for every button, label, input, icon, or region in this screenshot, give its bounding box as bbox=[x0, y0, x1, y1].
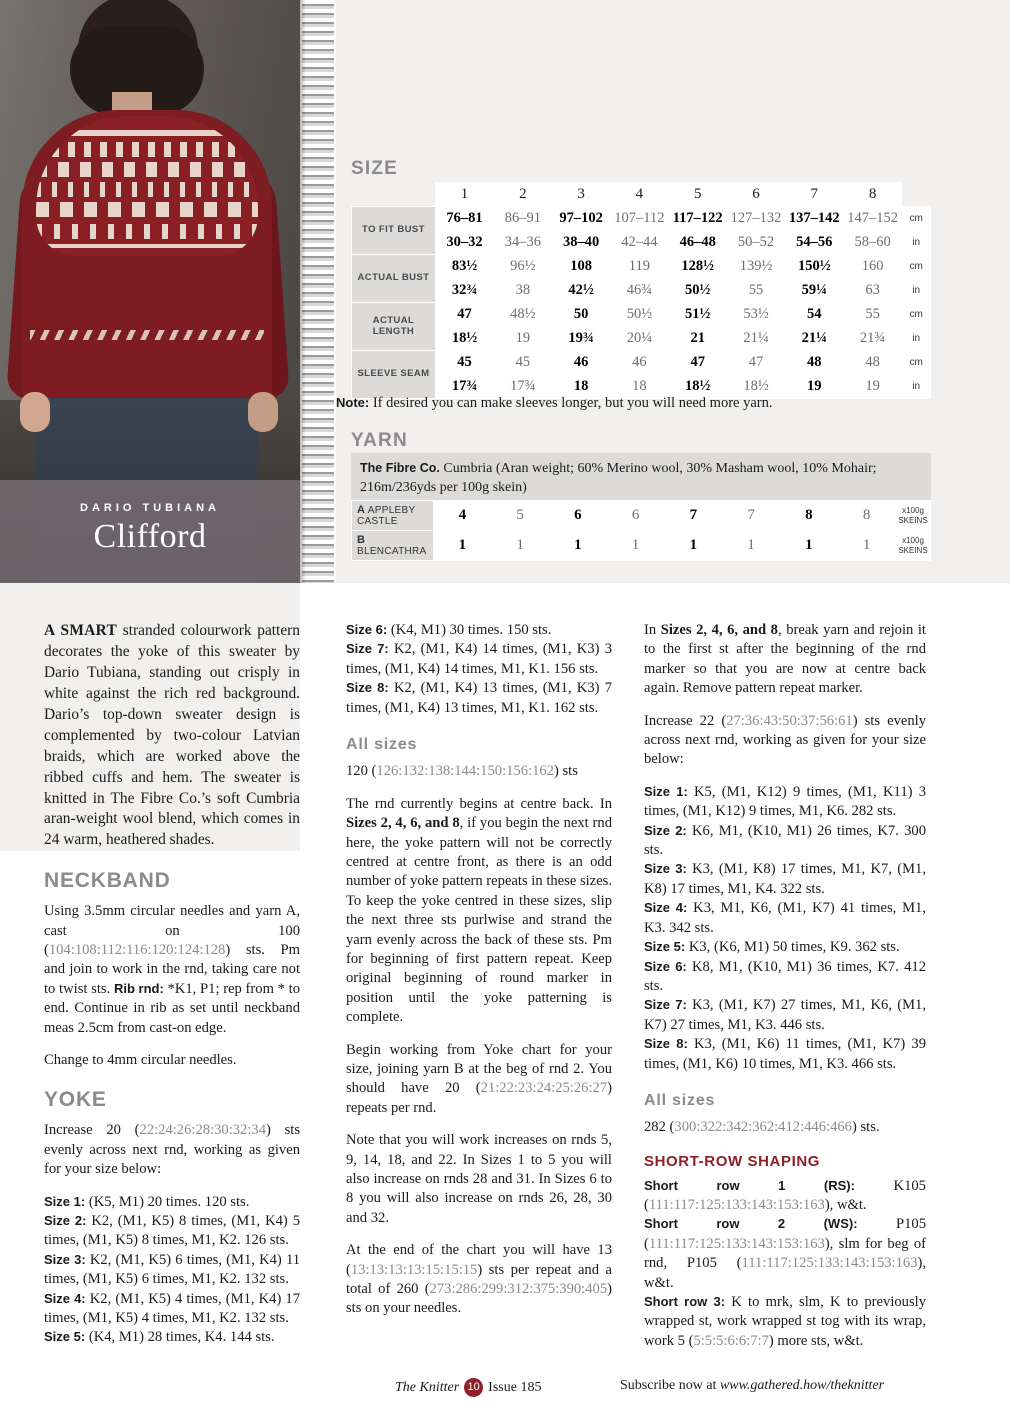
short-row-1-alt: 111:117:125:133:143:153:163 bbox=[648, 1196, 825, 1213]
pattern-title: Clifford bbox=[93, 518, 207, 555]
all-sizes-heading-col3: All sizes bbox=[644, 1091, 716, 1109]
row-label-sleeve-seam: SLEEVE SEAM bbox=[352, 351, 436, 399]
neckband-text-b: ) sts. Pm and join to work in the rnd, taking care not to twist sts. bbox=[44, 942, 300, 997]
per-repeat-alt: 13:13:13:13:15:15:15 bbox=[350, 1261, 478, 1278]
size-instruction: K2, (M1, K5) 6 times, (M1, K4) 11 times, (M1, K5) 6 times, M1, K2. 132 sts. bbox=[44, 1251, 300, 1288]
chart-end-counts: At the end of the chart you will have 13 (13:13:13:13:15:15:15) sts per repeat and a total of 260 (273:286:299:312:375:390:405) sts on your needles. bbox=[346, 1242, 612, 1317]
all-sizes-heading-col2: All sizes bbox=[346, 736, 418, 754]
column-2 bbox=[346, 621, 612, 1332]
yarn-brand: The Fibre Co. bbox=[360, 461, 440, 475]
short-row-2-alt-2: 111:117:125:133:143:153:163 bbox=[741, 1255, 918, 1272]
size-col-1: 1 bbox=[435, 183, 493, 207]
yarn-unit-b: x100g SKEINS bbox=[896, 531, 931, 561]
all-sizes-alt: 126:132:138:144:150:156:162 bbox=[376, 763, 554, 780]
size-label: Size 8: bbox=[644, 1036, 688, 1052]
spiral-binding-decoration bbox=[300, 0, 336, 583]
size-label: Size 7: bbox=[644, 997, 687, 1013]
size-note bbox=[336, 395, 996, 412]
repeats-alt: 21:22:23:24:25:26:27 bbox=[480, 1080, 608, 1097]
yoke-text-a: Increase 20 ( bbox=[44, 1122, 140, 1139]
neckband-heading: NECKBAND bbox=[44, 869, 171, 893]
footer-left bbox=[395, 1378, 541, 1397]
size-instruction: K6, M1, (K10, M1) 26 times, K7. 300 sts. bbox=[644, 822, 926, 859]
footer-right bbox=[620, 1378, 884, 1394]
size-label: Size 6: bbox=[644, 958, 687, 974]
table-row: A APPLEBY CASTLE 4 5 6 6 7 7 8 8 x100g SKEINS bbox=[352, 501, 931, 531]
increase-22-paragraph: Increase 22 (27:36:43:50:37:56:61) sts evenly across next rnd, working as given for your size below: bbox=[644, 712, 926, 768]
table-row: B BLENCATHRA 1 1 1 1 1 1 1 1 x100g SKEINS bbox=[352, 531, 931, 561]
table-row: ACTUAL BUST 83½ 96½ 108 119 128½ 139½ 150½ 160 cm bbox=[352, 255, 931, 279]
sizes-emphasis: Sizes 2, 4, 6, and 8 bbox=[660, 622, 778, 638]
sizes-emphasis: Sizes 2, 4, 6, and 8 bbox=[346, 815, 460, 832]
size-col-6: 6 bbox=[727, 183, 785, 207]
table-row: 30–32 34–36 38–40 42–44 46–48 50–52 54–56 58–60 in bbox=[352, 231, 931, 255]
note-text: If desired you can make sleeves longer, but you will need more yarn. bbox=[369, 395, 773, 411]
size-label: Size 1: bbox=[644, 783, 688, 799]
cover-photo bbox=[0, 0, 300, 583]
neckband-paragraph bbox=[44, 902, 300, 1038]
pattern-title-bar bbox=[0, 480, 300, 583]
table-row: SLEEVE SEAM 45 45 46 46 47 47 48 48 cm bbox=[352, 351, 931, 375]
neckband-alt-sizes: 104:108:112:116:120:124:128 bbox=[48, 942, 226, 959]
increase-rounds-note: Note that you will work increases on rnds 5, 9, 14, 18, and 22. In Sizes 1 to 5 you will also increase on rnds 28 and 31. In Sizes 6 to 8 you will also increase on rnds 26, 28, 30 and 32. bbox=[346, 1132, 612, 1226]
size-col-3: 3 bbox=[552, 183, 610, 207]
latvian-braid-detail bbox=[30, 330, 264, 340]
intro-text: stranded colourwork pattern decorates the yoke of this sweater by Dario Tubiana, standing out crisply in white against the rich red background. Dario’s top-down sweater design is complemented by two-colour Latvian braids, which are worked above the ribbed cuffs and hem. The sweater is knitted in The Fibre Co.’s soft Cumbria aran-weight wool blend, which comes in 24 warm, heathered shades. bbox=[44, 622, 300, 849]
short-row-3-label: Short row 3: bbox=[644, 1293, 726, 1309]
size-label: Size 3: bbox=[44, 1251, 86, 1267]
body-size-instructions bbox=[644, 783, 926, 1074]
yoke-heading: YOKE bbox=[44, 1088, 107, 1112]
yoke-increase-paragraph bbox=[44, 1121, 300, 1179]
size-label: Size 3: bbox=[644, 861, 687, 877]
page-footer bbox=[0, 1378, 1010, 1418]
yarn-row-label-b bbox=[352, 531, 434, 561]
yarn-shade-a: APPLEBY CASTLE bbox=[357, 505, 416, 527]
size-table bbox=[351, 182, 931, 399]
size-label: Size 1: bbox=[44, 1193, 86, 1209]
table-row: TO FIT BUST 76–81 86–91 97–102 107–112 117–122 127–132 137–142 147–152 cm bbox=[352, 207, 931, 231]
size-instruction: K3, (M1, K8) 17 times, M1, K7, (M1, K8) 17 times, M1, K4. 322 sts. bbox=[644, 861, 926, 897]
size-col-5: 5 bbox=[669, 183, 727, 207]
size-label: Size 8: bbox=[346, 680, 389, 696]
table-row: ACTUAL LENGTH 47 48½ 50 50½ 51½ 53½ 54 55 cm bbox=[352, 303, 931, 327]
size-instruction: (K4, M1) 28 times, K4. 144 sts. bbox=[85, 1329, 275, 1346]
size-label: Size 7: bbox=[346, 641, 389, 657]
size-label: Size 4: bbox=[44, 1290, 86, 1306]
size-label: Size 2: bbox=[44, 1213, 87, 1229]
model-hand-right bbox=[248, 392, 278, 432]
size-instruction: K2, (M1, K4) 13 times, (M1, K3) 7 times, (M1, K4) 13 times, M1, K1. 162 sts. bbox=[346, 680, 612, 716]
yarn-shade-b: BLENCATHRA bbox=[357, 546, 427, 557]
all-sizes-count-col2: 120 (126:132:138:144:150:156:162) sts bbox=[346, 763, 578, 780]
size-label: Size 5: bbox=[644, 939, 686, 955]
size-instruction: K3, (M1, K6) 11 times, (M1, K7) 39 times, (M1, K6) 10 times, M1, K3. 466 sts. bbox=[644, 1036, 926, 1072]
size-instruction: K3, (M1, K7) 27 times, M1, K6, (M1, K7) 27 times, M1, K3. 446 sts. bbox=[644, 997, 926, 1033]
column-1 bbox=[44, 621, 300, 1361]
yarn-table bbox=[351, 500, 931, 561]
size-col-4: 4 bbox=[610, 183, 668, 207]
yarn-description-box bbox=[351, 453, 931, 505]
yarn-description: Cumbria (Aran weight; 60% Merino wool, 30% Masham wool, 10% Mohair; 216m/236yds per 100g skein) bbox=[360, 461, 877, 495]
page-top bbox=[0, 0, 1010, 583]
model-hand-left bbox=[20, 392, 50, 432]
yarn-row-label-a bbox=[352, 501, 434, 531]
size-instruction: K2, (M1, K5) 4 times, (M1, K4) 17 times, (M1, K5) 4 times, M1, K2. 132 sts. bbox=[44, 1290, 300, 1327]
intro-paragraph bbox=[44, 621, 300, 851]
intro-bold-start: A SMART bbox=[44, 622, 118, 639]
yoke-alt-sizes: 22:24:26:28:30:32:34 bbox=[139, 1122, 266, 1139]
size-instruction: K3, (K6, M1) 50 times, K9. 362 sts. bbox=[685, 939, 900, 956]
row-label-actual-length: ACTUAL LENGTH bbox=[352, 303, 436, 351]
yoke-size-instructions bbox=[44, 1193, 300, 1348]
size-instruction: K5, (M1, K12) 9 times, (M1, K11) 3 times, (M1, K12) 9 times, M1, K6. 282 sts. bbox=[644, 783, 926, 820]
sweater-yoke-colourwork bbox=[36, 116, 258, 256]
table-row: 32¾ 38 42½ 46¾ 50½ 55 59¼ 63 in bbox=[352, 279, 931, 303]
row-label-actual-bust: ACTUAL BUST bbox=[352, 255, 436, 303]
size-label: Size 4: bbox=[644, 900, 688, 916]
designer-name: DARIO TUBIANA bbox=[80, 502, 220, 514]
yoke-chart-paragraph: Begin working from Yoke chart for your size, joining yarn B at the beg of rnd 2. You should have 20 (21:22:23:24:25:26:27) repeats per rnd. bbox=[346, 1041, 612, 1116]
size-instruction: (K4, M1) 30 times. 150 sts. bbox=[387, 622, 552, 638]
size-instruction: K2, (M1, K5) 8 times, (M1, K4) 5 times, (M1, K5) 8 times, M1, K2. 126 sts. bbox=[44, 1213, 300, 1249]
note-label: Note: bbox=[336, 395, 370, 410]
row-label-to-fit-bust: TO FIT BUST bbox=[352, 207, 436, 255]
table-row: 18½ 19 19¾ 20¼ 21 21¼ 21¼ 21¾ in bbox=[352, 327, 931, 351]
size-instruction: K8, M1, (K10, M1) 36 times, K7. 412 sts. bbox=[644, 958, 926, 994]
all-sizes-alt: 300:322:342:362:412:446:466 bbox=[674, 1119, 852, 1136]
centre-back-paragraph: The rnd currently begins at centre back. In Sizes 2, 4, 6, and 8, if you begin the next rnd here, the yoke pattern will not be correctly centred at centre front, as there is an odd number of yoke pattern repeats in these sizes. To keep the yoke centred in these sizes, slip the next three sts purlwise and strand the yarn evenly across the back of these sts. Pm for beginning of first pattern repeat. Keep original beginning of round marker in position until the yoke patterning is complete. bbox=[346, 795, 612, 1026]
size-instruction: K2, (M1, K4) 14 times, (M1, K3) 3 times, (M1, K4) 14 times, M1, K1. 156 sts. bbox=[346, 641, 612, 677]
size-heading: SIZE bbox=[351, 158, 399, 179]
change-needles-paragraph: Change to 4mm circular needles. bbox=[44, 1052, 237, 1069]
page-number: 10 bbox=[464, 1378, 483, 1397]
yoke-size-instructions-cont bbox=[346, 621, 612, 718]
magazine-name: The Knitter bbox=[395, 1380, 460, 1395]
size-label: Size 2: bbox=[644, 822, 687, 838]
yarn-letter-a: A bbox=[357, 504, 366, 516]
short-row-2-alt-1: 111:117:125:133:143:153:163 bbox=[648, 1235, 825, 1252]
yarn-letter-b: B bbox=[357, 534, 366, 546]
size-table-header-row bbox=[352, 183, 931, 207]
short-row-2-label: Short row 2 (WS): bbox=[644, 1216, 858, 1232]
pattern-body bbox=[0, 583, 1010, 1363]
short-row-1-label: Short row 1 (RS): bbox=[644, 1177, 855, 1193]
issue-number: Issue 185 bbox=[488, 1380, 542, 1395]
table-row: 17¾ 17¾ 18 18 18½ 18½ 19 19 in bbox=[352, 375, 931, 399]
size-col-7: 7 bbox=[785, 183, 843, 207]
short-row-3-alt: 5:5:5:6:6:7:7 bbox=[693, 1332, 769, 1349]
yarn-unit-a: x100g SKEINS bbox=[896, 501, 931, 531]
neckband-text-a: Using 3.5mm circular needles and yarn A, cast on 100 ( bbox=[44, 903, 300, 959]
size-instruction: (K5, M1) 20 times. 120 sts. bbox=[85, 1193, 250, 1210]
size-instruction: K3, M1, K6, (M1, K7) 41 times, M1, K3. 342 sts. bbox=[644, 900, 927, 936]
column-3 bbox=[644, 621, 926, 1364]
short-row-shaping-heading: SHORT-ROW SHAPING bbox=[644, 1152, 821, 1170]
size-col-2: 2 bbox=[494, 183, 552, 207]
short-rows: Short row 1 (RS): K105 (111:117:125:133:143:153:163), w&t. Short row 2 (WS): P105 (111:117:125:133:143:153:163), slm for beg of rnd, P105 (111:117:125:133:143:153:163), w&t. Short row 3: K to mrk, slm, K to previously wrapped st, work wrapped st tog with its wrap, work 5 (5:5:5:6:6:7:7) more sts, w&t. bbox=[644, 1177, 927, 1349]
break-yarn-paragraph: In Sizes 2, 4, 6, and 8, break yarn and rejoin it to the first st after the beginning of the rnd marker so that you are now at centre back again. Remove pattern repeat marker. bbox=[644, 622, 926, 697]
total-sts-alt: 273:286:299:312:375:390:405 bbox=[429, 1281, 608, 1298]
spec-panel bbox=[336, 0, 1010, 583]
rib-rnd-text: *K1, P1; rep from * to end. Continue in rib as set until neckband meas 2.5cm from cast-on edge. bbox=[44, 980, 300, 1036]
size-col-8: 8 bbox=[843, 183, 901, 207]
subscribe-url[interactable]: www.gathered.how/theknitter bbox=[719, 1378, 885, 1393]
size-label: Size 6: bbox=[346, 622, 388, 637]
yoke-text-b: ) sts evenly across next rnd, working as given for your size below: bbox=[44, 1122, 300, 1178]
all-sizes-count-col3: 282 (300:322:342:362:412:446:466) sts. bbox=[644, 1119, 880, 1136]
yarn-heading: YARN bbox=[351, 430, 408, 451]
rib-rnd-label: Rib rnd: bbox=[113, 980, 164, 996]
size-label: Size 5: bbox=[44, 1329, 86, 1345]
increase-alt: 27:36:43:50:37:56:61 bbox=[726, 712, 853, 729]
subscribe-label: Subscribe now at bbox=[620, 1378, 720, 1393]
